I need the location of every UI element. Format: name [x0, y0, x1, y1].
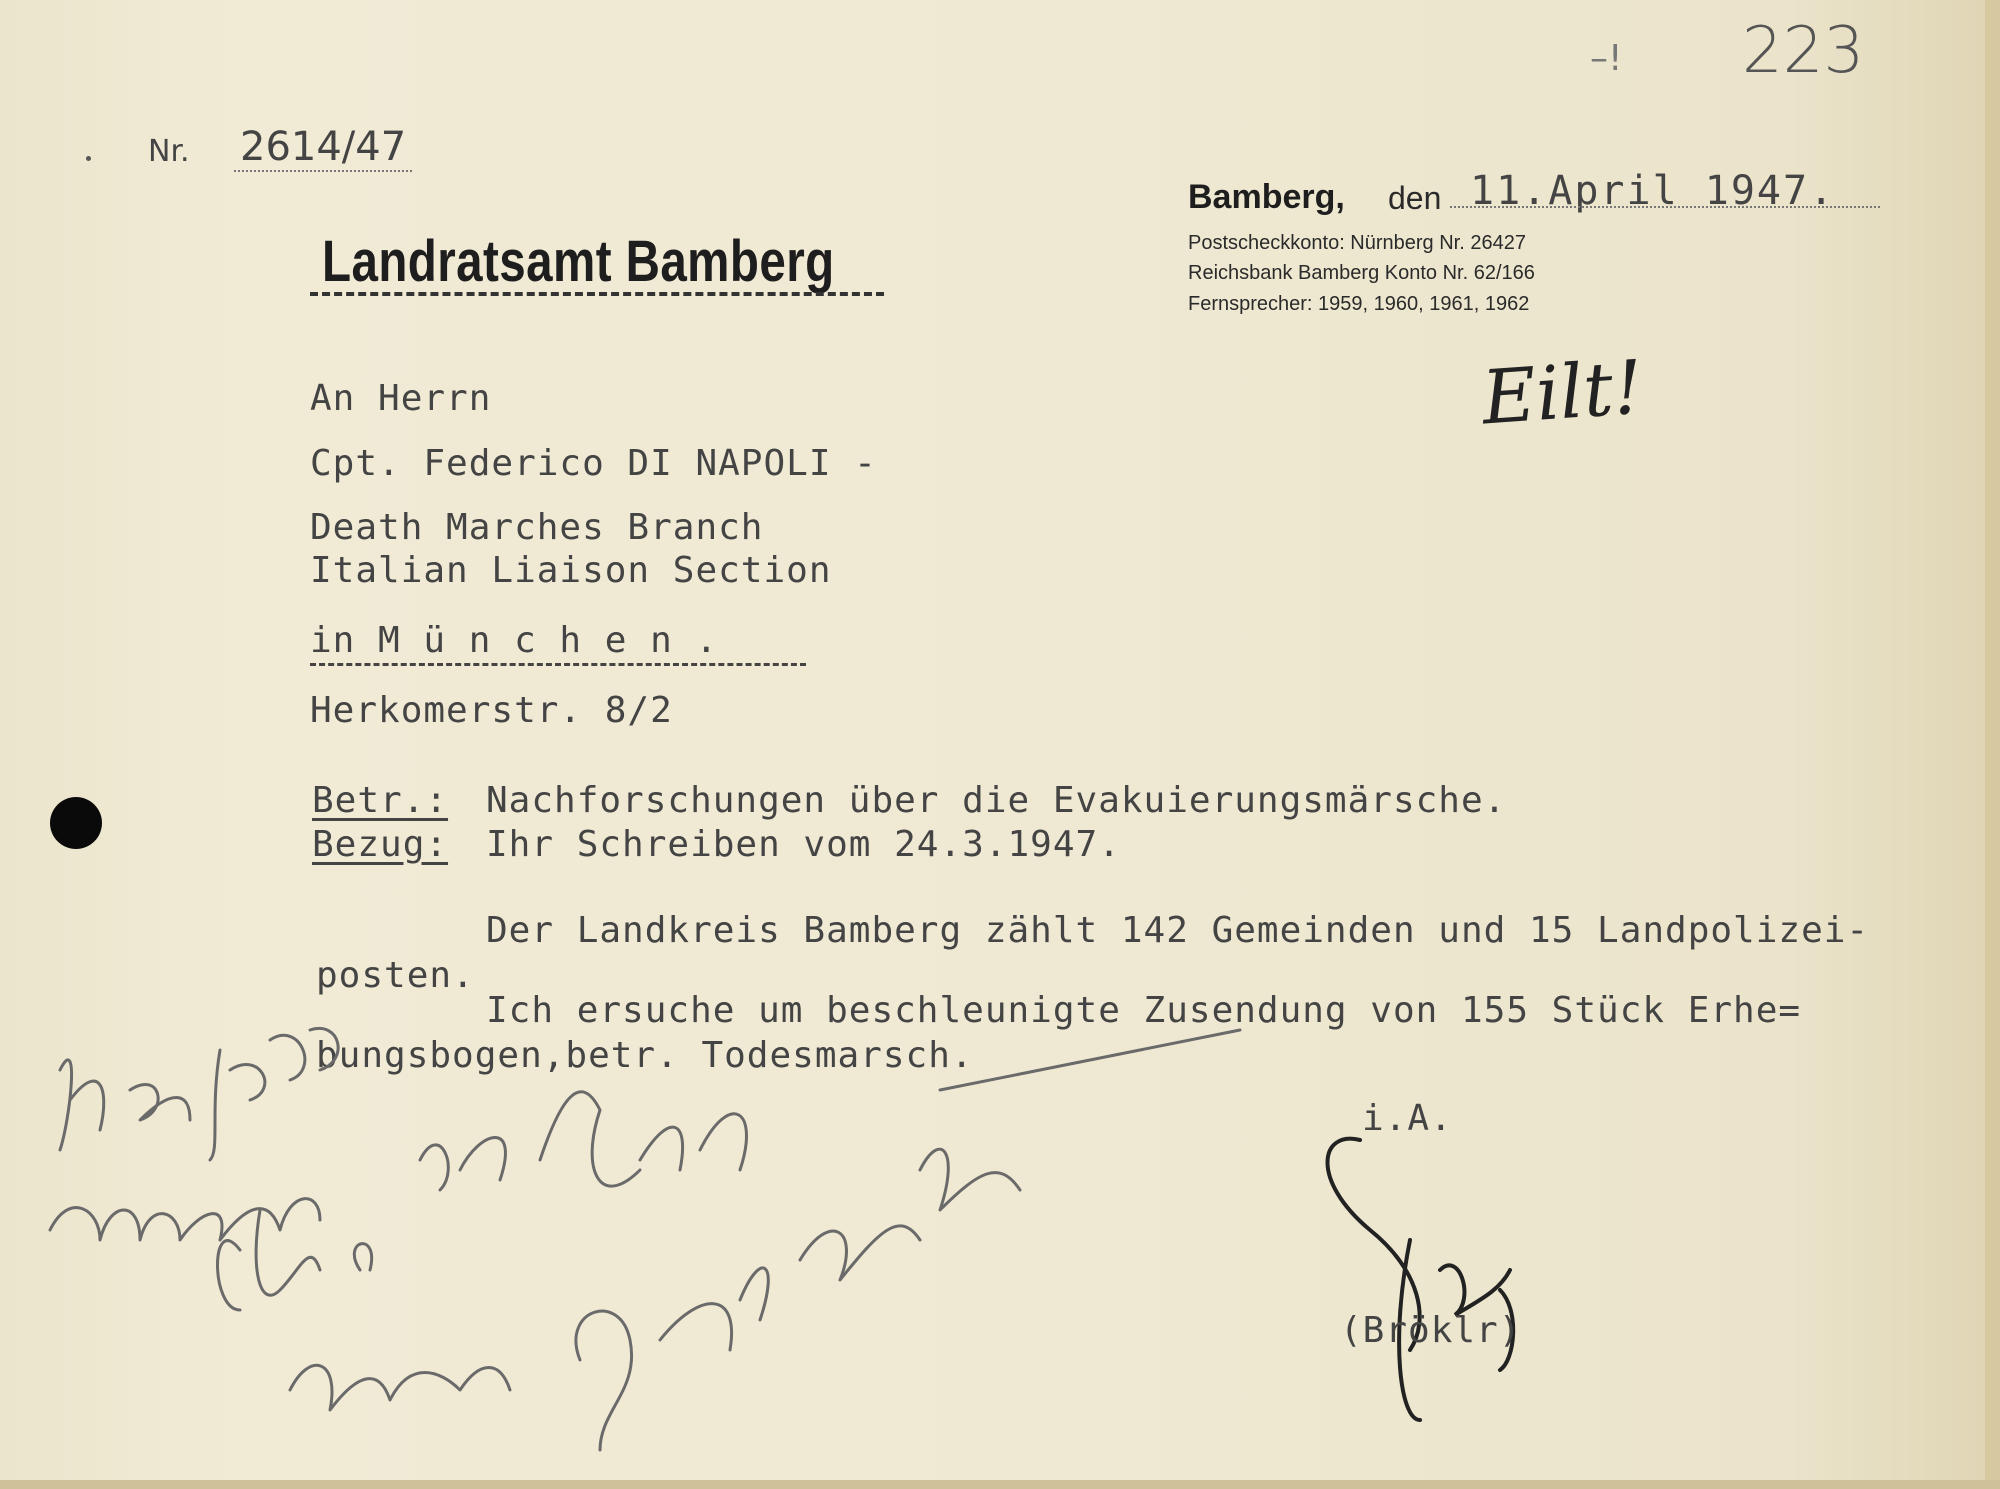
date-dotted-line: [1450, 206, 1880, 208]
body-para2-line2: bungsbogen,betr. Todesmarsch.: [316, 1035, 974, 1076]
letter-date: 11.April 1947.: [1470, 168, 1836, 214]
betr-text: Nachforschungen über die Evakuierungsmärsche.: [486, 780, 1507, 821]
page-number: 223: [1742, 14, 1865, 88]
letter-den: den: [1388, 180, 1442, 216]
office-title-underline: [310, 292, 884, 296]
typed-name: (Bröklr): [1340, 1310, 1522, 1351]
bank-line-postscheck: Postscheckkonto: Nürnberg Nr. 26427: [1188, 232, 1526, 254]
bank-line-telephone: Fernsprecher: 1959, 1960, 1961, 1962: [1188, 293, 1530, 315]
bank-line-reichsbank: Reichsbank Bamberg Konto Nr. 62/166: [1188, 262, 1535, 284]
paper-bottom-edge: [0, 1480, 2000, 1489]
address-street: Herkomerstr. 8/2: [310, 690, 673, 731]
handwritten-urgent: Eilt!: [1479, 344, 1646, 442]
body-para2-line1: Ich ersuche um beschleunigte Zusendung von 155 Stück Erhe=: [486, 990, 1802, 1031]
signature: [1300, 1120, 1560, 1440]
paper-edge: [1985, 0, 2000, 1489]
betr-label: Betr.:: [312, 780, 449, 821]
reference-number: 2614/47: [234, 124, 412, 172]
address-section: Italian Liaison Section: [310, 550, 832, 591]
bezug-text: Ihr Schreiben vom 24.3.1947.: [486, 824, 1121, 865]
letter-city: Bamberg,: [1188, 178, 1345, 216]
body-para1-line1: Der Landkreis Bamberg zählt 142 Gemeinden und 15 Landpolizei-: [486, 910, 1870, 951]
ink-dot: [86, 156, 91, 161]
closing-ia: i.A.: [1362, 1098, 1453, 1139]
handwritten-pencil-note: [40, 1010, 1260, 1470]
address-city: in M ü n c h e n .: [310, 620, 806, 666]
address-branch: Death Marches Branch: [310, 507, 764, 548]
body-para1-line2: posten.: [316, 955, 475, 996]
address-name: Cpt. Federico DI NAPOLI -: [310, 443, 877, 484]
bezug-label: Bezug:: [312, 824, 449, 865]
page-mark: –!: [1590, 38, 1623, 79]
address-salutation: An Herrn: [310, 378, 492, 419]
office-title: Landratsamt Bamberg: [322, 229, 835, 294]
reference-label: Nr.: [148, 134, 190, 169]
punch-hole: [50, 797, 102, 849]
